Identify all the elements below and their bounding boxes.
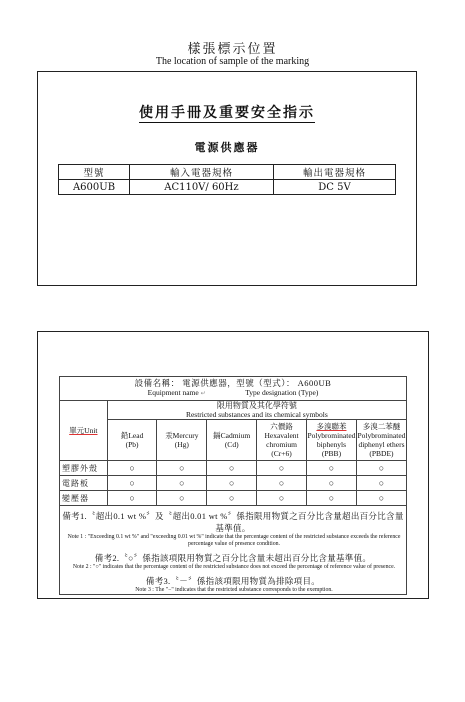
cell: ○ [107,476,157,491]
col-lead: 鉛Lead (Pb) [107,420,157,461]
substance-table [59,376,407,595]
note-2-en: Note 2 : "○" indicates that the percentage content of the restricted substance does not exceed the percentage of reference value of presence. [72,564,396,570]
cell: ○ [356,491,406,506]
note-2-zh: 備考2.〝○〞係指該項限用物質之百分比含量未超出百分比含量基準值。 [94,553,372,563]
col-hexavalent-chromium: 六價鉻 Hexavalent chromium (Cr+6) [257,420,307,461]
spec-header-output: 輸出電器規格 [273,165,395,180]
cell: ○ [306,491,356,506]
table-caption: 設備名稱： 電源供應器，型號（型式）： A600UB Equipment name ↵ Type designation (Type) [60,377,407,401]
row-name-plastic-case: 塑膠外殼 [60,461,108,476]
table-row [60,461,407,476]
col-cadmium: 鎘Cadmium (Cd) [207,420,257,461]
manual-subtitle: 電源供應器 [194,141,260,154]
spec-output: DC 5V [273,180,395,195]
cell: ○ [107,461,157,476]
restricted-header [107,401,406,420]
cell: ○ [207,461,257,476]
col-pbb: 多溴聯苯 Polybrominated biphenyls (PBB) [306,420,356,461]
row-name-circuit-board: 電路板 [60,476,108,491]
cell: ○ [207,476,257,491]
page-title-en: The location of sample of the marking [155,56,310,67]
cell: ○ [157,491,207,506]
substance-box [37,331,429,599]
manual-label-box [37,71,417,286]
spec-table [58,164,396,195]
cell: ○ [157,476,207,491]
unit-header: 單元Unit [60,401,108,461]
note-3-zh: 備考3.〝－〞係指該項限用物質為排除項目。 [145,576,321,586]
manual-title: 使用手冊及重要安全指示 [139,105,315,121]
spec-model: A600UB [59,180,130,195]
note-1-zh: 備考1.〝超出0.1 wt %〞及〝超出0.01 wt %〞係指限用物質之百分比含量超出百分比含量基準值。 [62,511,404,533]
restricted-en: Restricted substances and its chemical symbols [185,410,328,419]
cell: ○ [356,461,406,476]
spec-row [59,180,396,195]
spec-header-model: 型號 [59,165,130,180]
table-row [60,476,407,491]
cell: ○ [306,461,356,476]
cell: ○ [257,476,307,491]
caption-zh: 設備名稱： 電源供應器，型號（型式）： A600UB [134,377,332,388]
cell: ○ [257,491,307,506]
caption-en-left: Equipment name [147,387,199,397]
cell: ○ [306,476,356,491]
cell: ○ [356,476,406,491]
spec-header-input: 輸入電器規格 [130,165,274,180]
spec-input: AC110V/ 60Hz [130,180,274,195]
spec-header-row [59,165,396,180]
note-3-en: Note 3 : The "−" indicates that the restricted substance corresponds to the exemption. [135,587,333,593]
col-pbde: 多溴二苯醚 Polybrominated diphenyl ethers (PBDE) [356,420,406,461]
table-row [60,491,407,506]
cell: ○ [107,491,157,506]
note-1-en: Note 1 : "Exceeding 0.1 wt %" and "exceeding 0.01 wt %" indicate that the percentage content of the restricted substance exceeds the reference percentage value of presence condition. [67,534,401,547]
cell: ○ [257,461,307,476]
page-title-zh: 樣張標示位置 [187,42,278,57]
cell: ○ [207,491,257,506]
caption-en-right: Type designation (Type) [245,387,319,397]
notes-cell [60,506,407,595]
restricted-zh: 限用物質及其化學符號 [216,401,297,410]
row-name-transformer: 變壓器 [60,491,108,506]
cell: ○ [157,461,207,476]
col-mercury: 汞Mercury (Hg) [157,420,207,461]
